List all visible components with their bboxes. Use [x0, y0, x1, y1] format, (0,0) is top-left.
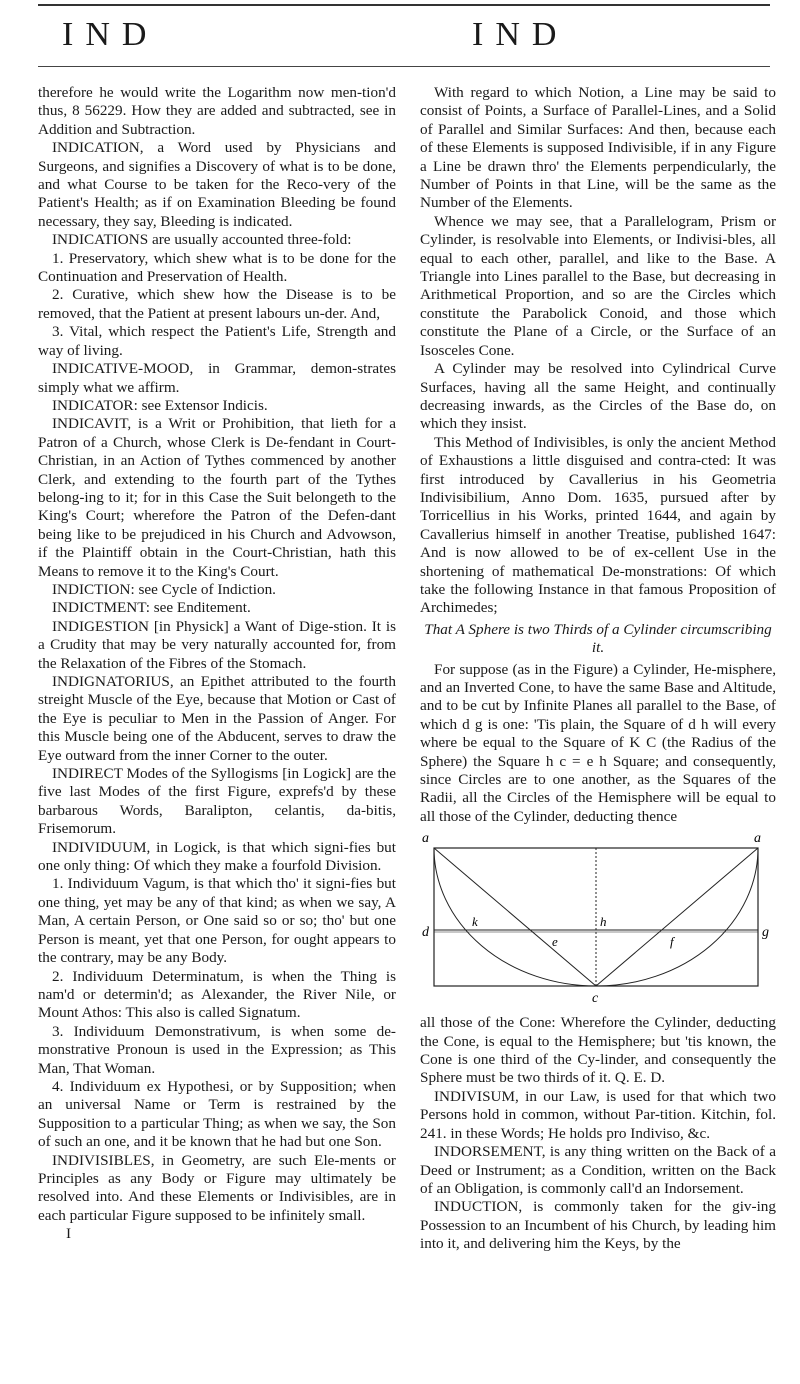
geometric-figure [420, 830, 776, 1008]
list-item: 3. Individuum Demonstrativum, is when some de-monstrative Pronoun is used in the Expression; as This Man, That Woman. [38, 1022, 396, 1077]
entry-indigestion: INDIGESTION [in Physick] a Want of Dige-stion. It is a Crudity that may be very naturally accounted for, from the Relaxation of the Fibres of the Stomach. [38, 617, 396, 672]
entry-indiction: INDICTION: see Cycle of Indiction. [52, 580, 276, 598]
paragraph: This Method of Indivisibles, is only the ancient Method of Exhaustions a little disguised and contra-cted: It was first introduced by Cavallerius in his Geometria Indivisibilium, Anno Dom. 1635, pursued after by Torricellius in his Works, printed 1644, and again by Cavallerius himself in another Treatise, published 1647: And is now allowed to be of ex-cellent Use in the shortening of mathematical De-monstrations: Of which take the following Instance in that famous Proposition of Archimedes; [420, 433, 776, 617]
entry-indication: INDICATION, a Word used by Physicians and Surgeons, and signifies a Discovery of what is to be done, and what Course to be taken for the Reco-very of the Patient's Health; as if on Examination Bleeding be found necessary, they say, Bleeding is indicated. [38, 139, 396, 230]
label-e: e [552, 934, 558, 950]
entry-indicavit: INDICAVIT, is a Writ or Prohibition, that lieth for a Patron of a Church, whose Clerk is De-fendant in Court-Christian, in an Action of Tythes commenced by another Clerk, and extending to the fourth part of the Tythes belong-ing to it; for in this Case the Suit belongeth to the King's Court; wherefore the Patron of the Defen-dant being like to be prejudiced in his Church and Advowson, if the Plaintiff obtain in the Court-Christian, hath this Means to remove it to the King's Court. [38, 415, 396, 580]
label-k: k [472, 914, 478, 930]
paragraph: With regard to which Notion, a Line may be said to consist of Points, a Surface of Parallel-Lines, and a Solid of Parallel and Similar Surfaces: And then, because each of these Elements is supposed Indivisible, if in any Figure a Line be drawn thro' the Elements perpendicularly, the Number of Points in that Line, will be the same as the Number of the Elements. [420, 84, 776, 212]
entry-individuum: INDIVIDUUM, in Logick, is that which signi-fies but one only thing: Of which they make a fourfold Division. [38, 838, 396, 875]
figure-diagram [420, 830, 776, 1008]
entry-indorsement: INDORSEMENT, is any thing written on the Back of a Deed or Instrument; as a Condition, written on the Back of an Obligation, is commonly call'd an Indorsement. [420, 1143, 776, 1197]
entry-indictment: INDICTMENT: see Enditement. [52, 599, 251, 617]
label-d: d [422, 925, 429, 941]
left-column [38, 84, 396, 1244]
paragraph: all those of the Cone: Wherefore the Cylinder, deducting the Cone, is equal to the Hemisphere; but 'tis known, the Cone is one third of the Cy-linder, and consequently the Sphere must be two thirds of it. Q. E. D. [420, 1014, 776, 1087]
entry-induction: INDUCTION, is commonly taken for the giv-ing Possession to an Incumbent of his Church, by leading him into it, and delivering him the Keys, by the [420, 1198, 776, 1253]
top-rule [38, 4, 770, 6]
paragraph: therefore he would write the Logarithm now men-tion'd thus, 8 56229. How they are added and subtracted, see in Addition and Subtraction. [38, 84, 396, 138]
header-rule [38, 66, 770, 67]
label-f: f [670, 934, 674, 950]
entry-indignatorius: INDIGNATORIUS, an Epithet attributed to the fourth streight Muscle of the Eye, because that Motion or Cast of the Eye is peculiar to Men in the Passion of Anger. For this Muscle being one of the Abducent, serves to draw the Eye outward from the inner Corner to the outer. [38, 673, 396, 764]
entry-indivisibles: INDIVISIBLES, in Geometry, are such Ele-ments or Principles as any Body or Figure may ultimately be resolved into. And these Elements or Indivisibles, are in each particular Figure supposed to be infinitely small. [38, 1151, 396, 1224]
label-a-right: a [754, 831, 761, 847]
list-item: 2. Curative, which shew how the Disease is to be removed, that the Patient at present labours un-der. And, [38, 286, 396, 322]
label-c: c [592, 991, 599, 1007]
entry-indicator: INDICATOR: see Extensor Indicis. [52, 396, 268, 414]
header-left: IND [62, 16, 159, 53]
entry-indirect: INDIRECT Modes of the Syllogisms [in Logick] are the five last Modes of the first Figure, exprefs'd by these barbarous Words, Baralipton, celantis, da-bitis, Frisemorum. [38, 765, 396, 838]
list-item: 1. Preservatory, which shew what is to be done for the Continuation and Preservation of Health. [38, 249, 396, 286]
entry-indications: INDICATIONS are usually accounted three-fold: [52, 231, 352, 249]
label-h: h [600, 914, 607, 930]
list-item: 3. Vital, which respect the Patient's Life, Strength and way of living. [38, 323, 396, 359]
signature-mark: I [66, 1225, 72, 1243]
running-header [0, 16, 800, 66]
paragraph: Whence we may see, that a Parallelogram, Prism or Cylinder, is resolvable into Elements, or Indivisi-bles, all equal to each other, parallel, and like to the Base. A Triangle into Lines parallel to the Base, but decreasing in Arithmetical Proportion, and so are the Circles which constitute the Parabolick Conoid, and those which constitute the Plane of a Circle, or the Surface of an Isosceles Cone. [420, 212, 776, 359]
list-item: 1. Individuum Vagum, is that which tho' it signi-fies but one thing, yet may be any of that kind; as when we say, A Man, A certain Person, or One said so or so; tho' but one Person is meant, yet that one Person, for ought appears to the contrary, may be any Body. [38, 875, 396, 967]
entry-indicative-mood: INDICATIVE-MOOD, in Grammar, demon-strates simply what we affirm. [38, 360, 396, 396]
paragraph: For suppose (as in the Figure) a Cylinder, He-misphere, and an Inverted Cone, to have the same Base and Altitude, and to be cut by Infinite Planes all parallel to the Base, of which d g is one: 'Tis plain, the Square of d h will every where be equal to the Square of K C (the Radius of the Sphere) the Square h c = e h Square; and consequently, since Circles are to one another, as the Squares of the Radii, all the Circles of the Hemisphere will be equal to all those of the Cylinder, deducting thence [420, 660, 776, 825]
entry-indivisum: INDIVISUM, in our Law, is used for that which two Persons hold in common, without Par-tition. Kitchin, fol. 241. in these Words; He holds pro Indiviso, &c. [420, 1087, 776, 1142]
header-right: IND [472, 16, 569, 53]
list-item: 4. Individuum ex Hypothesi, or by Supposition; when an universal Name or Term is restrained by the Supposition to a particular Thing; as when we say, the Son of such an one, and it be known that he had but one Son. [38, 1077, 396, 1151]
list-item: 2. Individuum Determinatum, is when the Thing is nam'd or determin'd; as Alexander, the River Nile, or Mount Athos: This also is called Signatum. [38, 967, 396, 1022]
paragraph: A Cylinder may be resolved into Cylindrical Curve Surfaces, having all the same Height, and continually decreasing inwards, as the Circles of the Base do, on which they insist. [420, 360, 776, 433]
proposition: That A Sphere is two Thirds of a Cylinder circumscribing it. [424, 620, 772, 657]
label-g: g [762, 925, 769, 941]
right-column [420, 84, 776, 1254]
label-a-left: a [422, 831, 429, 847]
